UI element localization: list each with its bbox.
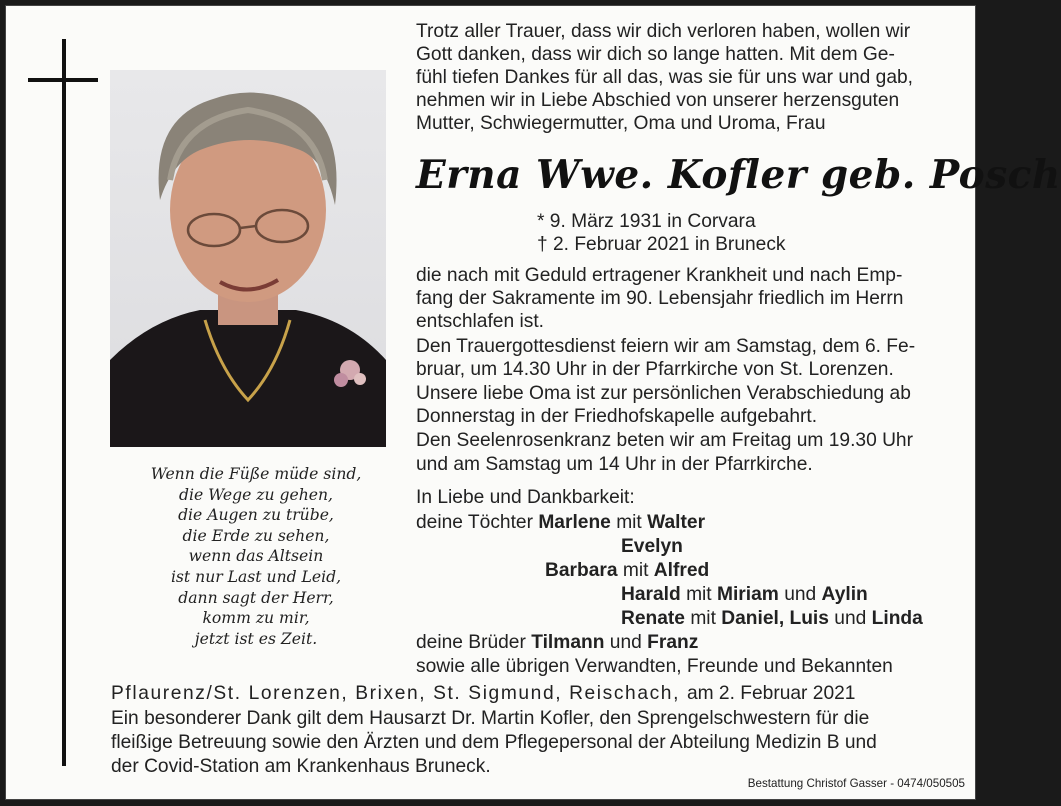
thanks-line: fleißige Betreuung sowie den Ärzten und dem Pflegepersonal der Abteilung Medizin B und <box>111 732 877 753</box>
poem-line: komm zu mir, <box>202 609 310 628</box>
family-connector: mit <box>616 512 642 533</box>
family-member: Marlene <box>538 512 611 533</box>
family-line <box>621 536 683 559</box>
poem-line: dann sagt der Herr, <box>178 588 334 607</box>
family-member: Evelyn <box>621 536 683 557</box>
body-line: Donnerstag in der Friedhofskapelle aufgebahrt. <box>416 406 818 427</box>
poem-line: die Augen zu trübe, <box>178 506 334 525</box>
thanks-line: Ein besonderer Dank gilt dem Hausarzt Dr. Martin Kofler, den Sprengelschwestern für die <box>111 708 870 729</box>
intro-line: Gott danken, dass wir dich so lange hatten. Mit dem Ge- <box>416 44 895 65</box>
family-connector: mit <box>686 584 712 605</box>
place-date <box>111 683 855 706</box>
family-others: sowie alle übrigen Verwandten, Freunde und Bekannten <box>416 656 893 677</box>
poem-line: Wenn die Füße müde sind, <box>150 465 362 483</box>
family-intro: In Liebe und Dankbarkeit: <box>416 487 635 508</box>
family-member: Linda <box>871 608 923 629</box>
family-brothers-line <box>416 632 698 655</box>
poem-line: die Wege zu gehen, <box>178 485 333 504</box>
body-line: bruar, um 14.30 Uhr in der Pfarrkirche von St. Lorenzen. <box>416 359 894 380</box>
family-line <box>621 608 923 631</box>
poem-line: ist nur Last und Leid, <box>170 567 342 586</box>
family-member: Aylin <box>821 584 868 605</box>
family-line <box>545 560 709 583</box>
family-member: Renate <box>621 608 685 629</box>
family-member: Miriam <box>716 584 779 605</box>
life-dates <box>537 211 786 257</box>
portrait-photo <box>110 70 386 447</box>
family-member: Tilmann <box>531 632 605 653</box>
deceased-name: Erna Wwe. Kofler geb. Posch <box>416 152 1061 198</box>
funeral-home-credit: Bestattung Christof Gasser - 0474/050505 <box>747 777 965 790</box>
obituary-card <box>5 5 1061 800</box>
intro-line: fühl tiefen Dankes für all das, was sie für uns war und gab, <box>416 67 914 88</box>
family-label: deine Brüder <box>416 632 526 653</box>
birth-date: * 9. März 1931 in Corvara <box>537 211 756 232</box>
family-connector: und <box>609 632 642 653</box>
poem-line: die Erde zu sehen, <box>182 526 330 545</box>
family-member: Barbara <box>545 560 618 581</box>
family-member: Franz <box>647 632 699 653</box>
body-line: Unsere liebe Oma ist zur persönlichen Verabschiedung ab <box>416 383 911 404</box>
family-connector: und <box>784 584 817 605</box>
body-line: Den Seelenrosenkranz beten wir am Freitag um 19.30 Uhr <box>416 430 913 451</box>
intro-line: nehmen wir in Liebe Abschied von unserer herzensguten <box>416 90 900 111</box>
cross-icon <box>62 39 66 766</box>
body-line: fang der Sakramente im 90. Lebensjahr friedlich im Herrn <box>416 288 904 309</box>
places: Pflaurenz/St. Lorenzen, Brixen, St. Sigmund, Reischach, <box>111 683 680 704</box>
family-label: deine Töchter <box>416 512 533 533</box>
family-member: Alfred <box>653 560 710 581</box>
family-member: Daniel, Luis <box>721 608 829 629</box>
family-member: Walter <box>647 512 706 533</box>
family-daughters-line <box>416 512 705 535</box>
poem <box>126 464 386 649</box>
death-date: † 2. Februar 2021 in Bruneck <box>537 233 786 255</box>
poem-line: wenn das Altsein <box>188 547 324 566</box>
poem-line: jetzt ist es Zeit. <box>194 629 318 648</box>
family-connector: mit <box>622 560 649 581</box>
family-connector: mit <box>690 608 716 629</box>
body-line: und am Samstag um 14 Uhr in der Pfarrkirche. <box>416 454 813 475</box>
family-connector: und <box>834 608 867 629</box>
thanks-line: der Covid-Station am Krankenhaus Bruneck. <box>111 756 491 777</box>
intro-line: Mutter, Schwiegermutter, Oma und Uroma, Frau <box>416 113 826 134</box>
cross-icon-bar <box>28 78 98 82</box>
body-line: Den Trauergottesdienst feiern wir am Samstag, dem 6. Fe- <box>416 336 916 357</box>
intro-line: Trotz aller Trauer, dass wir dich verloren haben, wollen wir <box>416 21 911 42</box>
body-line: die nach mit Geduld ertragener Krankheit und nach Emp- <box>416 265 903 286</box>
family-member: Harald <box>621 584 681 605</box>
body-line: entschlafen ist. <box>416 311 544 332</box>
family-line <box>621 584 868 607</box>
date: am 2. Februar 2021 <box>686 683 856 704</box>
